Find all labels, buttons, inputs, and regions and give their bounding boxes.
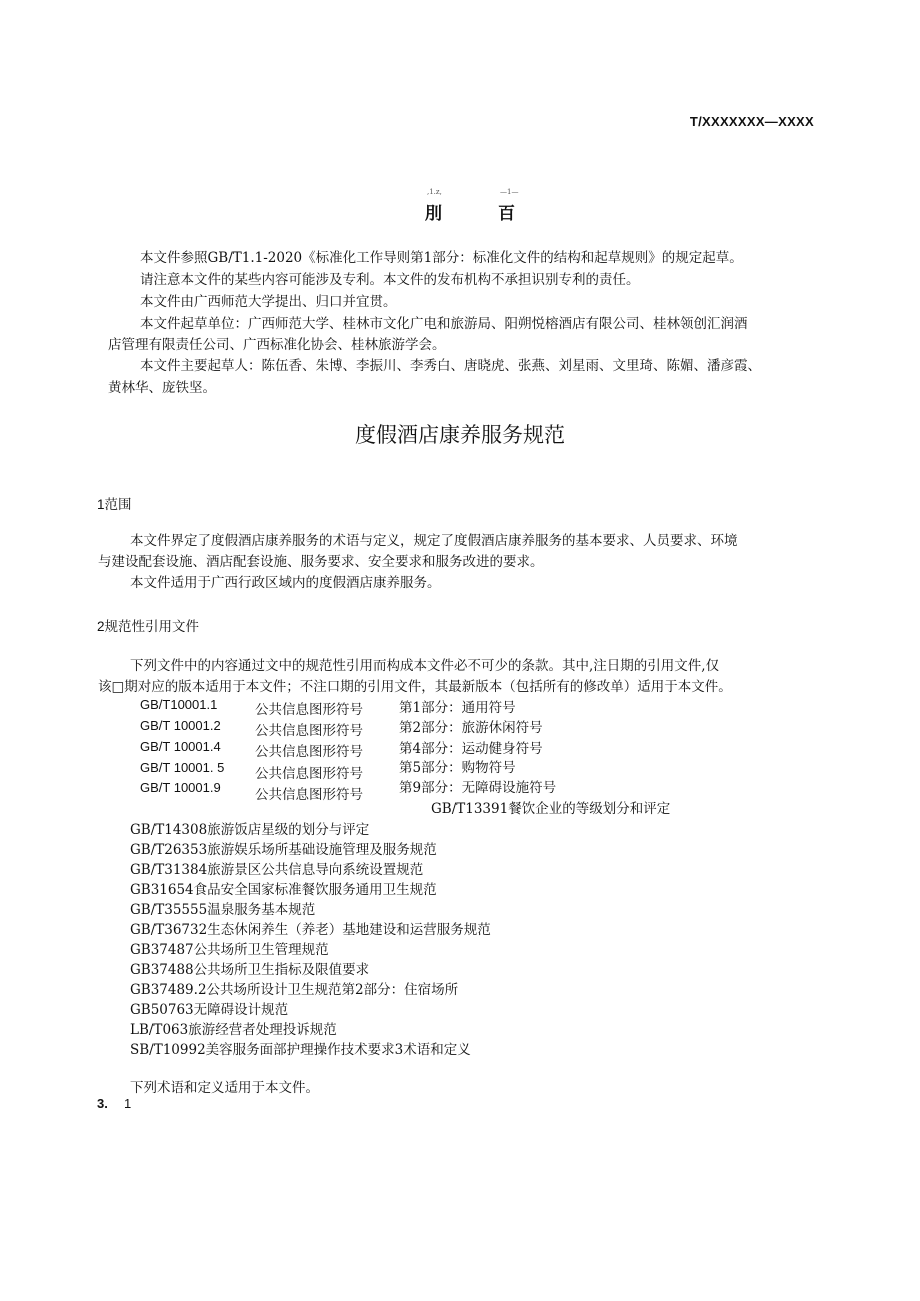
reference-code: GB/T 10001.4 bbox=[140, 739, 221, 754]
reference-item: GB50763无障碍设计规范 bbox=[130, 1002, 289, 1018]
section-heading-normative-references: 2规范性引用文件 bbox=[97, 619, 200, 634]
foreword-paragraph: 本文件由广西师范大学提出、归口并宜贯。 bbox=[140, 294, 397, 310]
foreword-annotation-right: —1— bbox=[500, 188, 519, 196]
foreword-annotation-left: ,1.z, bbox=[427, 188, 442, 196]
foreword-paragraph: 本文件起草单位：广西师范大学、桂林市文化广电和旅游局、阳朔悦榕酒店有限公司、桂林领创汇润酒 bbox=[140, 316, 748, 332]
foreword-paragraph: 本文件参照GB/T1.1-2020《标准化工作导则第1部分：标准化文件的结构和起草规则》的规定起草。 bbox=[140, 250, 743, 266]
section-heading-scope: 1范围 bbox=[97, 497, 132, 512]
reference-item: GB/T35555温泉服务基本规范 bbox=[130, 902, 316, 918]
reference-part: 第2部分：旅游休闲符号 bbox=[399, 720, 543, 736]
foreword-heading-left: 刖 bbox=[425, 204, 442, 224]
foreword-paragraph: 本文件主要起草人：陈伍香、朱博、李振川、李秀白、唐晓虎、张燕、刘星雨、文里琦、陈媚、潘彦霞、 bbox=[140, 358, 761, 374]
reference-part: 第1部分：通用符号 bbox=[399, 700, 516, 716]
reference-item: GB/T26353旅游娱乐场所基础设施管理及服务规范 bbox=[130, 842, 437, 858]
reference-part: 第9部分：无障碍设施符号 bbox=[399, 780, 557, 796]
foreword-paragraph: 请注意本文件的某些内容可能涉及专利。本文件的发布机构不承担识别专利的责任。 bbox=[140, 272, 640, 288]
document-number: T/XXXXXXX—XXXX bbox=[689, 114, 814, 129]
reference-item: SB/T10992美容服务面部护理操作技术要求3术语和定义 bbox=[130, 1042, 471, 1058]
reference-item: GB/T14308旅游饭店星级的划分与评定 bbox=[130, 822, 370, 838]
reference-item-offset: GB/T13391餐饮企业的等级划分和评定 bbox=[431, 801, 671, 817]
reference-name: 公共信息图形符号 bbox=[255, 723, 363, 739]
clause-number: 3. bbox=[97, 1096, 108, 1111]
reference-name: 公共信息图形符号 bbox=[255, 702, 363, 718]
clause-subnumber: 1 bbox=[124, 1096, 132, 1111]
reference-part: 第4部分：运动健身符号 bbox=[399, 741, 543, 757]
reference-name: 公共信息图形符号 bbox=[255, 766, 363, 782]
scope-paragraph: 与建设配套设施、酒店配套设施、服务要求、安全要求和服务改进的要求。 bbox=[98, 554, 544, 570]
reference-code: GB/T 10001.2 bbox=[140, 718, 221, 733]
scope-paragraph: 本文件界定了度假酒店康养服务的术语与定义，规定了度假酒店康养服务的基本要求、人员要求、环境 bbox=[130, 533, 738, 549]
reference-item: GB37487公共场所卫生管理规范 bbox=[130, 942, 329, 958]
reference-code: GB/T 10001.9 bbox=[140, 780, 221, 795]
foreword-paragraph: 店管理有限责任公司、广西标准化协会、桂林旅游学会。 bbox=[108, 337, 446, 353]
document-title: 度假酒店康养服务规范 bbox=[355, 424, 565, 447]
reference-part: 第5部分：购物符号 bbox=[399, 760, 516, 776]
reference-item: GB37489.2公共场所设计卫生规范第2部分：住宿场所 bbox=[130, 982, 459, 998]
reference-name: 公共信息图形符号 bbox=[255, 744, 363, 760]
scope-paragraph: 本文件适用于广西行政区域内的度假酒店康养服务。 bbox=[130, 575, 441, 591]
reference-code: GB/T10001.1 bbox=[140, 697, 218, 712]
reference-name: 公共信息图形符号 bbox=[255, 787, 363, 803]
reference-item: GB37488公共场所卫生指标及限值要求 bbox=[130, 962, 370, 978]
terms-intro: 下列术语和定义适用于本文件。 bbox=[130, 1080, 319, 1096]
reference-item: GB/T31384旅游景区公共信息导向系统设置规范 bbox=[130, 862, 424, 878]
reference-item: LB/T063旅游经营者处理投诉规范 bbox=[130, 1022, 337, 1038]
reference-item: GB31654食品安全国家标准餐饮服务通用卫生规范 bbox=[130, 882, 437, 898]
reference-code: GB/T 10001. 5 bbox=[140, 760, 225, 775]
foreword-paragraph: 黄林华、庞铁坚。 bbox=[108, 380, 216, 396]
references-intro: 该□期对应的版本适用于本文件；不注口期的引用文件，其最新版本（包括所有的修改单）适用于本文件。 bbox=[98, 679, 732, 695]
reference-item: GB/T36732生态休闲养生（养老）基地建设和运营服务规范 bbox=[130, 922, 491, 938]
references-intro: 下列文件中的内容通过文中的规范性引用而构成本文件必不可少的条款。其中,注日期的引用文件,仅 bbox=[130, 658, 720, 674]
foreword-heading-right: 百 bbox=[498, 204, 515, 224]
